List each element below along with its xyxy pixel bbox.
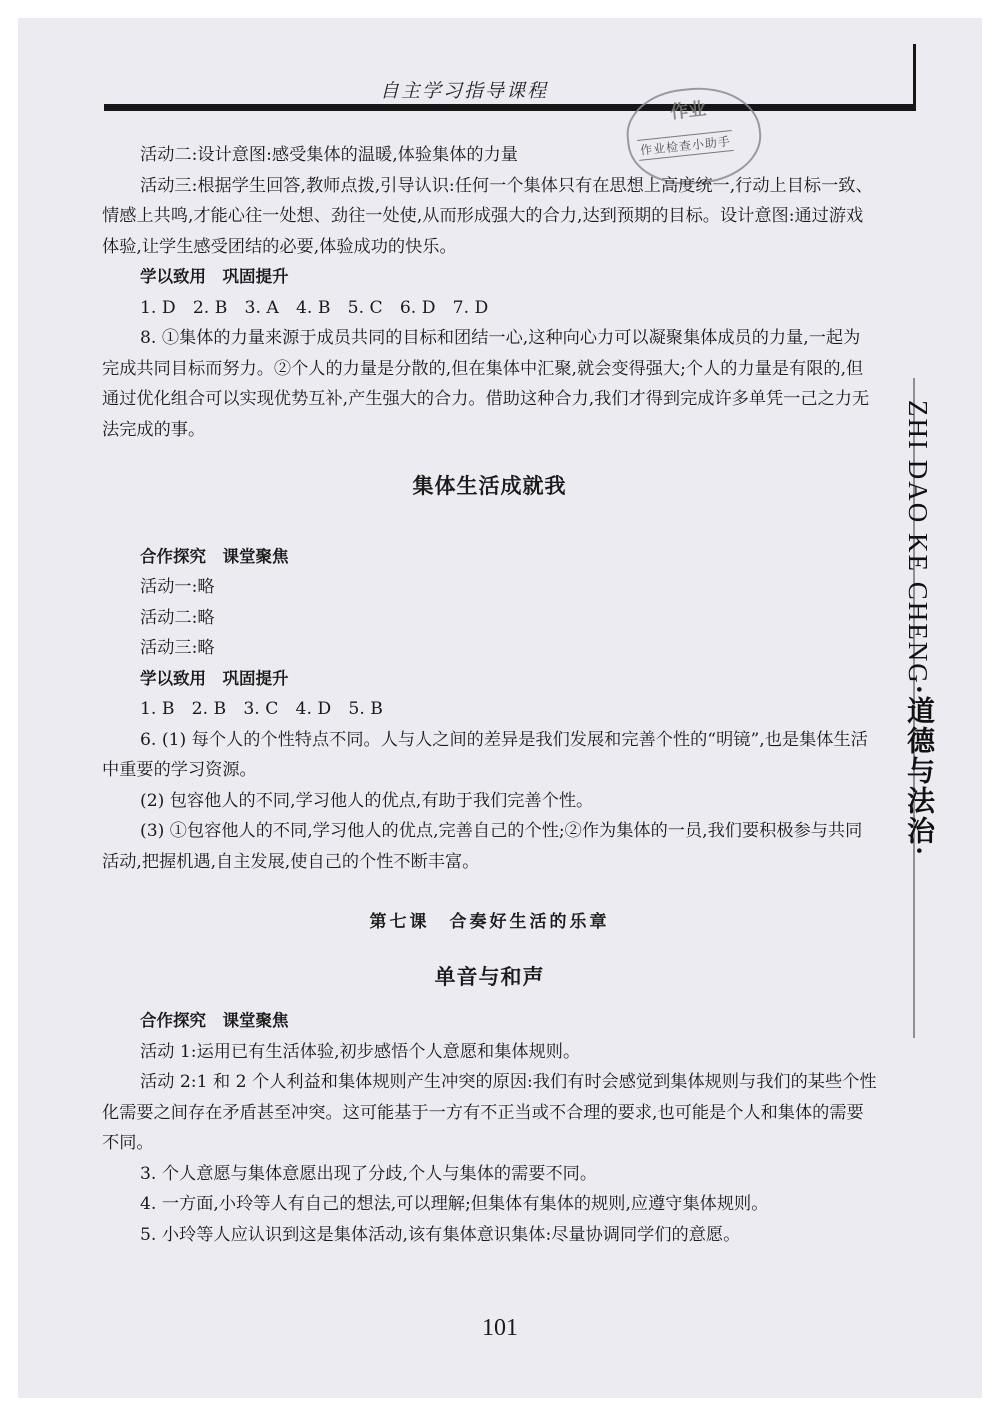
- s2-question6-part2: (2) 包容他人的不同,学习他人的优点,有助于我们完善个性。: [140, 790, 594, 811]
- s2-question6-part1: 6. (1) 每个人的个性特点不同。人与人之间的差异是我们发展和完善个性的“明镜”,也是集体生活中重要的学习资源。: [102, 729, 868, 780]
- section-title-single-note-harmony: 单音与和声: [434, 964, 545, 989]
- s2-activity3: 活动三:略: [140, 638, 215, 658]
- running-header: 自主学习指导课程: [380, 80, 549, 102]
- s1-practice-heading: 学以致用 巩固提升: [140, 267, 289, 286]
- s3-item3: 3. 个人意愿与集体意愿出现了分歧,个人与集体的需要不同。: [140, 1163, 598, 1184]
- side-title-chinese: ·道德与法治·: [903, 684, 934, 858]
- header-rule: [104, 104, 916, 111]
- s1-answers: 1. D 2. B 3. A 4. B 5. C 6. D 7. D: [140, 297, 489, 318]
- s2-activity1: 活动一:略: [140, 577, 215, 597]
- section-title-collective-life: 集体生活成就我: [412, 474, 567, 498]
- stamp-top-text: 作业: [669, 98, 708, 124]
- s1-question8: 8. ①集体的力量来源于成员共同的目标和团结一心,这种向心力可以凝聚集体成员的力量,一起为完成共同目标而努力。②个人的力量是分散的,但在集体中汇聚,就会变得强大;个人的力量是有限的,但通过优化组合可以实现优势互补,产生强大的合力。借助这种合力,我们才得到完成许多单凭一己之力无法完成的事。: [102, 328, 870, 440]
- stamp-label: 作业检查小助手: [637, 130, 734, 161]
- s3-activity2: 活动 2:1 和 2 个人利益和集体规则产生冲突的原因:我们有时会感觉到集体规则与我们的某些个性化需要之间存在矛盾甚至冲突。这可能基于一方有不正当或不合理的要求,也可能是个人和集体的需要不同。: [102, 1072, 877, 1153]
- s2-practice-heading: 学以致用 巩固提升: [140, 668, 289, 688]
- s2-answers: 1. B 2. B 3. C 4. D 5. B: [140, 699, 383, 719]
- page-content: [102, 140, 877, 1250]
- s2-question6-part3: (3) ①包容他人的不同,学习他人的优点,完善自己的个性;②作为集体的一员,我们要积极参与共同活动,把握机遇,自主发展,使自己的个性不断丰富。: [102, 821, 863, 872]
- s1-activity3: 活动三:根据学生回答,教师点拨,引导认识:任何一个集体只有在思想上高度统一,行动上目标一致、情感上共鸣,才能心往一处想、劲往一处使,从而形成强大的合力,达到预期的目标。设计意图:通过游戏体验,让学生感受团结的必要,体验成功的快乐。: [102, 175, 873, 257]
- s3-item4: 4. 一方面,小玲等人有自己的想法,可以理解;但集体有集体的规则,应遵守集体规则。: [140, 1194, 769, 1214]
- side-title-latin: ZHI DAO KE CHENG: [903, 400, 933, 685]
- s3-item5: 5. 小玲等人应认识到这是集体活动,该有集体意识集体:尽量协调同学们的意愿。: [140, 1224, 741, 1245]
- page-number: 101: [482, 1315, 518, 1341]
- s3-cooperate-heading: 合作探究 课堂聚焦: [140, 1011, 289, 1030]
- side-running-title: [898, 400, 938, 857]
- s1-activity2: 活动二:设计意图:感受集体的温暖,体验集体的力量: [140, 145, 518, 165]
- side-rule-top: [913, 44, 916, 108]
- s3-activity1: 活动 1:运用已有生活体验,初步感悟个人意愿和集体规则。: [140, 1041, 581, 1062]
- s2-activity2: 活动二:略: [140, 607, 215, 628]
- s2-cooperate-heading: 合作探究 课堂聚焦: [140, 546, 289, 566]
- lesson-title: 第七课 合奏好生活的乐章: [369, 912, 610, 932]
